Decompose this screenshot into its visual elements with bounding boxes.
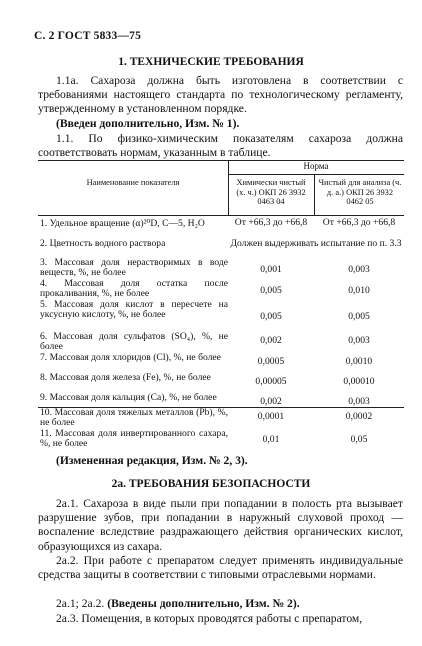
table-row-label: 1. Удельное вращение (α)²⁰D, С—5, H₂O (40, 218, 205, 229)
table-cell-value: 0,010 (348, 285, 370, 296)
table-cell-value: От +66,3 до +66,8 (322, 217, 396, 228)
table-row-label: 2. Цветность водного раствора (40, 238, 166, 249)
column-header-norm: Норма (303, 161, 329, 171)
page-header: С. 2 ГОСТ 5833—75 (34, 30, 142, 42)
table-cell-value: 0,00005 (255, 376, 287, 387)
table-amendment-note: (Измененная редакция, Изм. № 2, 3). (56, 454, 248, 467)
column-header-analytical-grade: Чистый для анализа (ч. д. а.) ОКП 26 3932 0462 05 (318, 178, 402, 206)
table-row-label: 11. Массовая доля инвертированного сахара, %, не более (40, 428, 228, 450)
column-header-name: Наименование показателя (86, 178, 180, 187)
table-row-label: 6. Массовая доля сульфатов (SO₄), %, не более (40, 331, 228, 353)
table-cell-value: 0,001 (260, 264, 282, 275)
table-cell-value: 0,005 (260, 285, 282, 296)
table-cell-value: 0,0001 (257, 411, 285, 422)
table-row-label: 7. Массовая доля хлоридов (Cl), %, не более (40, 352, 221, 363)
table-row-label: 4. Массовая доля остатка после прокаливания, %, не более (40, 278, 228, 300)
paragraph-2a-3: 2а.3. Помещения, в которых проводятся работы с препаратом, (56, 612, 363, 625)
table-row-label: 10. Массовая доля тяжелых металлов (Pb), %, не более (40, 407, 228, 429)
table-cell-value: 0,0002 (345, 411, 373, 422)
norms-table-continued (38, 407, 404, 450)
table-cell-value: 0,003 (348, 396, 370, 407)
paragraph-1-1: 1.1. По физико-химическим показателям сахароза должна соответствовать нормам, указанным в таблице. (38, 132, 403, 160)
paragraph-2a-note-text: (Введены дополнительно, Изм. № 2). (107, 597, 300, 610)
table-cell-value: 0,01 (262, 434, 280, 445)
section-1-title: 1. ТЕХНИЧЕСКИЕ ТРЕБОВАНИЯ (118, 56, 304, 68)
table-row-label: 5. Массовая доля кислот в пересчете на уксусную кислоту, %, не более (40, 299, 228, 321)
table-cell-value: 0,003 (348, 264, 370, 275)
table-row-label: 9. Массовая доля кальция (Ca), %, не более (40, 392, 217, 403)
table-cell-value: 0,005 (260, 311, 282, 322)
table-cell-value: От +66,3 до +66,8 (234, 217, 308, 228)
table-cell-value: 0,0010 (345, 356, 373, 367)
column-header-chemically-pure: Химически чистый (х. ч.) ОКП 26 3932 0463 04 (236, 178, 306, 206)
norms-table (38, 160, 404, 408)
paragraph-2a-note (38, 597, 403, 611)
paragraph-1-1a-note: (Введен дополнительно, Изм. № 1). (56, 117, 240, 130)
paragraph-2a-2: 2а.2. При работе с препаратом следует применять индивидуальные средства защиты в соответствии с типовыми отраслевыми нормами. (38, 554, 403, 582)
table-row-label: 8. Массовая доля железа (Fe), %, не более (40, 372, 211, 383)
table-cell-spanning: Должен выдерживать испытание по п. 3.3 (230, 238, 402, 249)
paragraph-1-1a: 1.1а. Сахароза должна быть изготовлена в соответствии с требованиями настоящего стандарта по технологическому регламенту, утвержденному в установленном порядке. (38, 74, 403, 116)
paragraph-2a-1: 2а.1. Сахароза в виде пыли при попадании в полость рта вызывает разрушение зубов, при попадании в наружный слуховой проход — воспаление вследствие раздражающего действия органических кислот, образующихся из сахара. (38, 497, 403, 553)
table-cell-value: 0,0005 (257, 356, 285, 367)
table-row-label: 3. Массовая доля нерастворимых в воде веществ, %, не более (40, 257, 228, 279)
table-cell-value: 0,05 (350, 434, 368, 445)
section-2a-title: 2а. ТРЕБОВАНИЯ БЕЗОПАСНОСТИ (111, 478, 311, 490)
paragraph-2a-note-prefix: 2а.1; 2а.2. (56, 597, 105, 610)
table-cell-value: 0,002 (260, 396, 282, 407)
table-cell-value: 0,005 (348, 311, 370, 322)
table-cell-value: 0,003 (348, 335, 370, 346)
table-cell-value: 0,002 (260, 335, 282, 346)
table-cell-value: 0,00010 (343, 376, 375, 387)
